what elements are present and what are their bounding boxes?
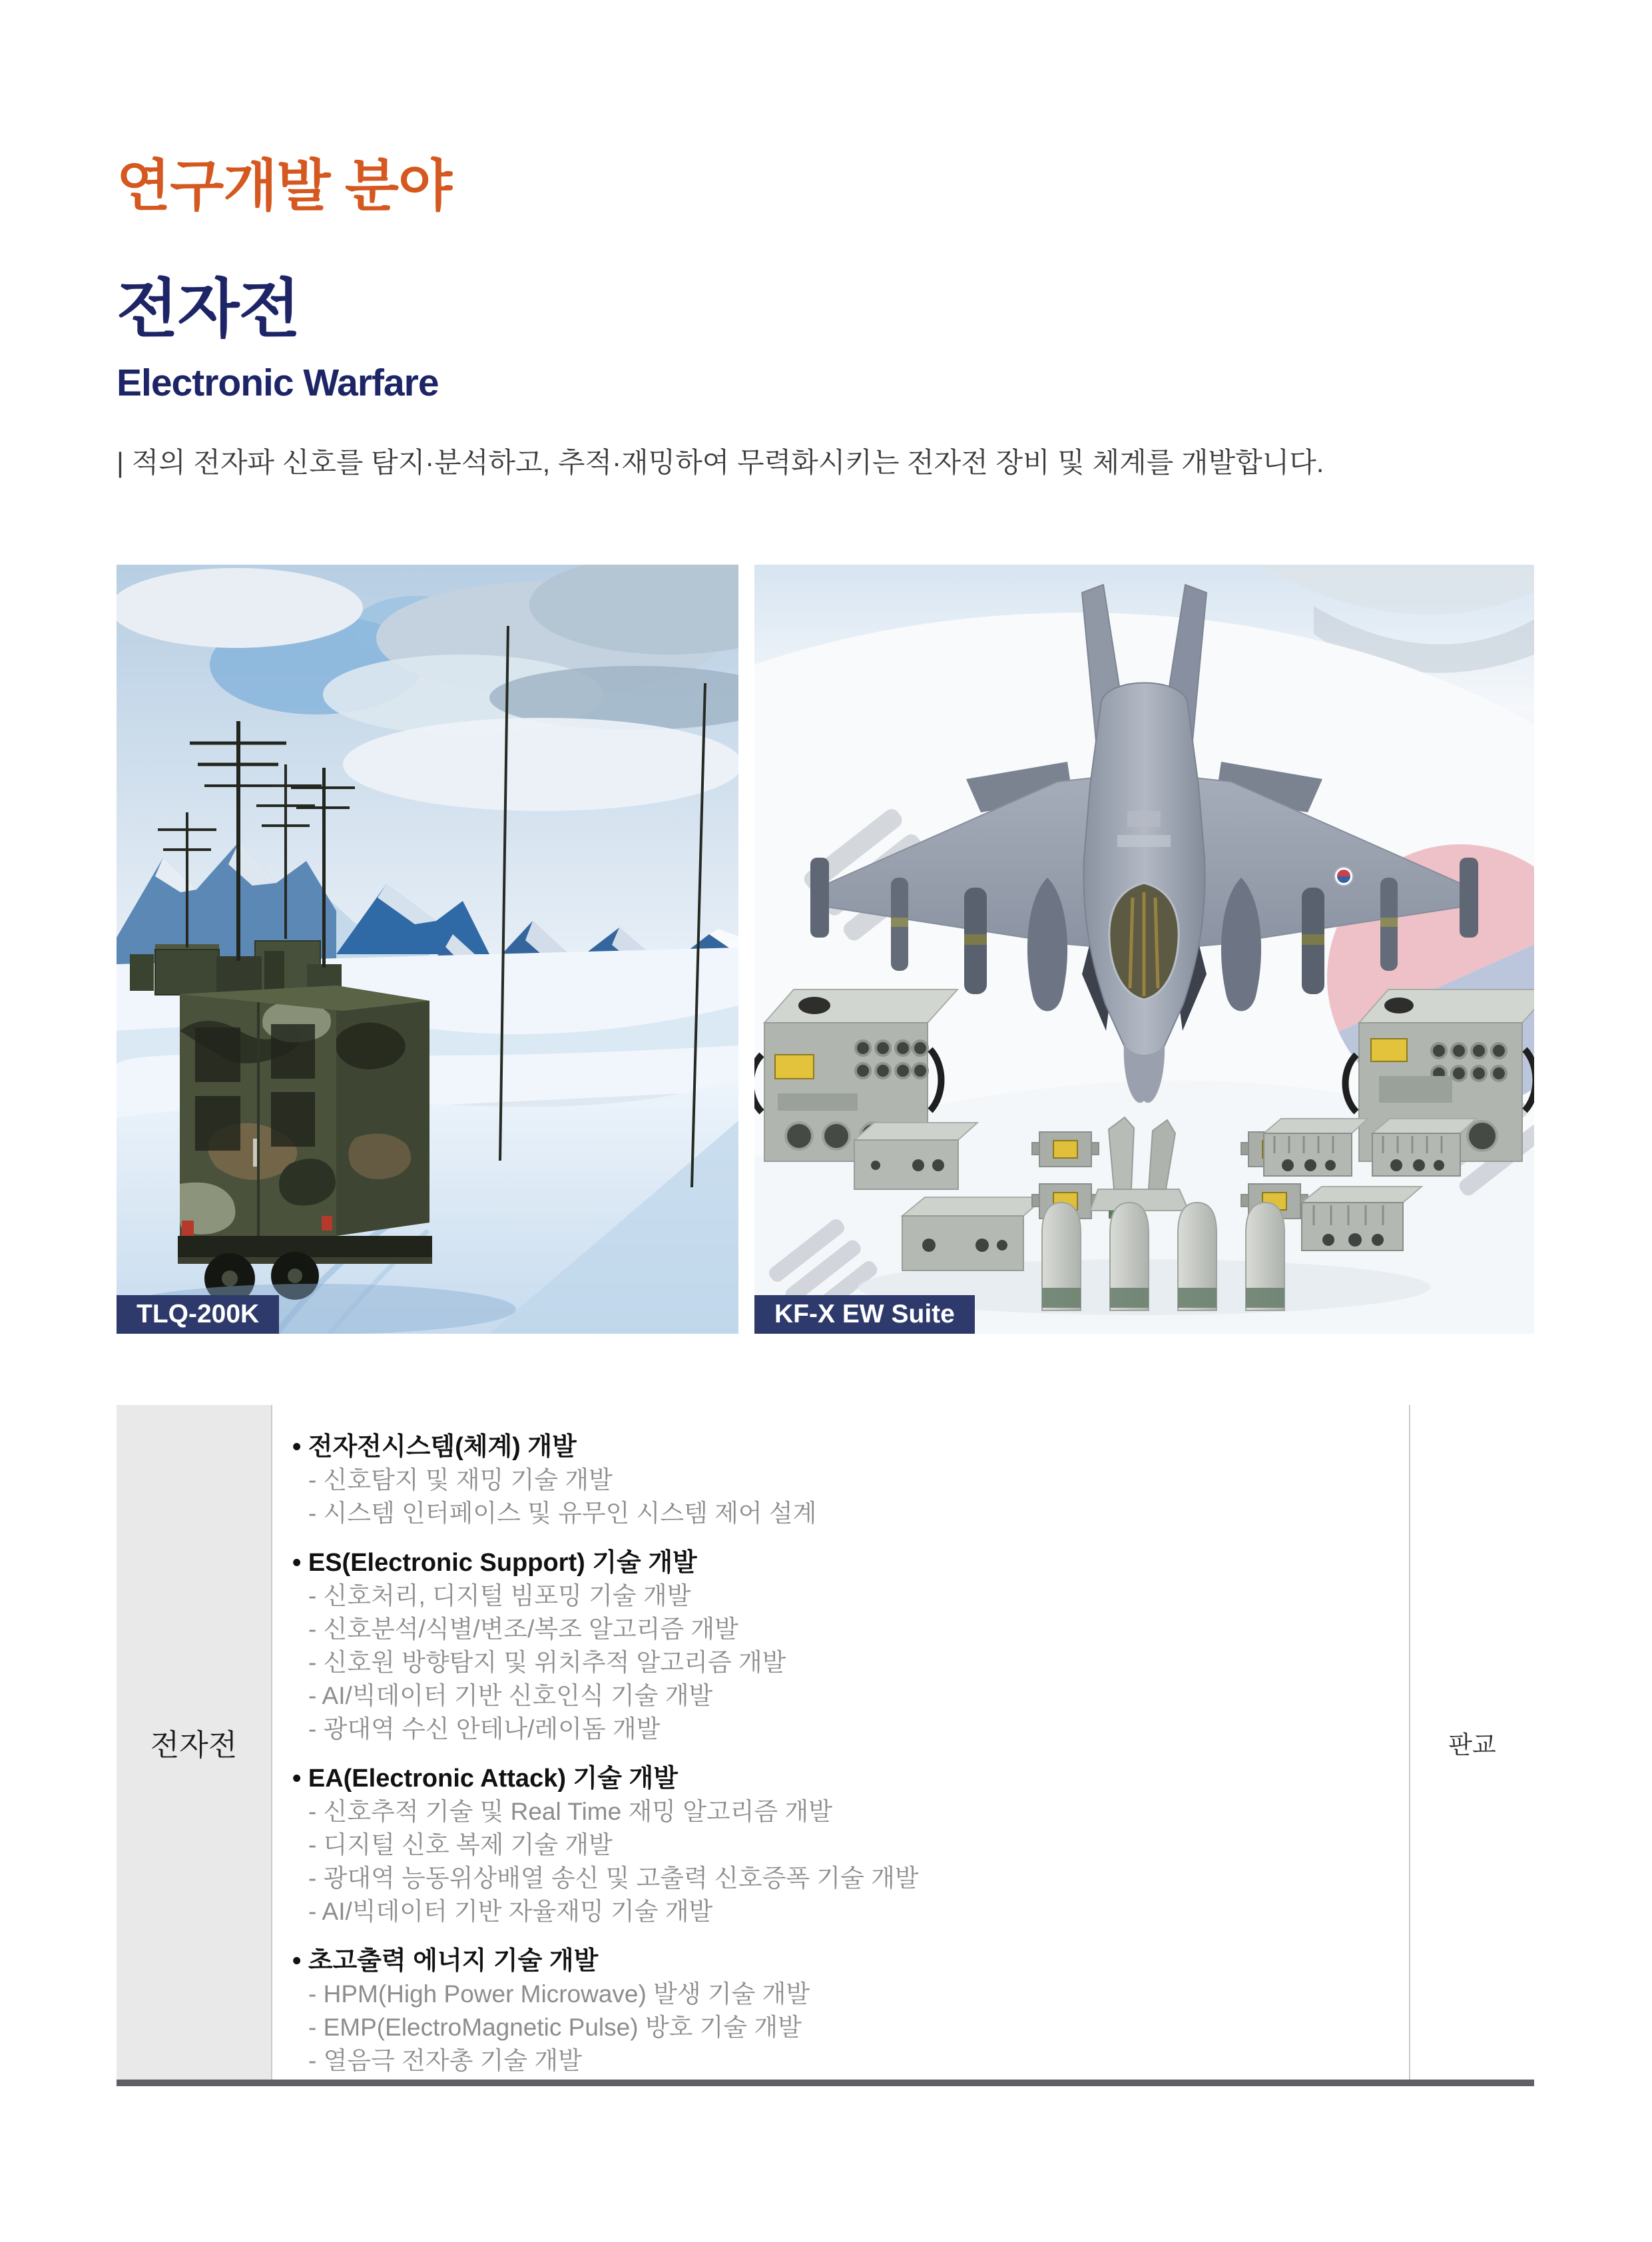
bullet-section-item: - 신호추적 기술 및 Real Time 재밍 알고리즘 개발 — [308, 1798, 832, 1826]
topic-title-english: Electronic Warfare — [117, 361, 439, 404]
tlq-200k-illustration — [117, 565, 738, 1334]
photo-kfx-ew-suite — [754, 565, 1534, 1334]
topic-title-korean: 전자전 — [117, 274, 300, 346]
bullet-section-title: • ES(Electronic Support) 기술 개발 — [292, 1549, 697, 1577]
photo-label-badge: TLQ-200K — [117, 1295, 279, 1334]
bullet-section-title: • EA(Electronic Attack) 기술 개발 — [292, 1765, 678, 1793]
bullet-section-item: - 신호탐지 및 재밍 기술 개발 — [308, 1466, 613, 1494]
photo-tlq-200k — [117, 565, 738, 1334]
table-row-header: 전자전 — [117, 1405, 272, 2080]
bullet-section-item: - 디지털 신호 복제 기술 개발 — [308, 1831, 613, 1859]
bullet-section-item: - AI/빅데이터 기반 신호인식 기술 개발 — [308, 1682, 713, 1710]
bullet-section-item: - 신호처리, 디지털 빔포밍 기술 개발 — [308, 1582, 691, 1610]
table-location: 판교 — [1409, 1405, 1534, 2080]
figure-row — [117, 565, 1535, 1334]
bullet-section-item: - 열음극 전자총 기술 개발 — [308, 2047, 582, 2075]
bullet-section-item: - 신호원 방향탐지 및 위치추적 알고리즘 개발 — [308, 1649, 786, 1677]
bullet-section — [292, 1762, 1409, 1928]
bullet-section-item: - AI/빅데이터 기반 자율재밍 기술 개발 — [308, 1898, 713, 1926]
bullet-section-title: • 초고출력 에너지 기술 개발 — [292, 1947, 599, 1976]
bullet-section — [292, 1944, 1409, 2078]
bullet-section-item: - 시스템 인터페이스 및 유무인 시스템 제어 설계 — [308, 1500, 817, 1528]
bullet-section-item: - HPM(High Power Microwave) 발생 기술 개발 — [308, 1980, 810, 2008]
page-title: 연구개발 분야 — [117, 154, 452, 217]
table-sections — [272, 1405, 1409, 2080]
bullet-section-title: • 전자전시스템(체계) 개발 — [292, 1433, 577, 1462]
bullet-section-item: - 광대역 능동위상배열 송신 및 고출력 신호증폭 기술 개발 — [308, 1864, 919, 1892]
topic-description: | 적의 전자파 신호를 탐지·분석하고, 추적·재밍하여 무력화시키는 전자전 장비 및 체계를 개발합니다. — [117, 446, 1324, 478]
bullet-section-item: - 신호분석/식별/변조/복조 알고리즘 개발 — [308, 1615, 738, 1643]
photo-label-badge: KF-X EW Suite — [754, 1295, 975, 1334]
bullet-section-item: - 광대역 수신 안테나/레이돔 개발 — [308, 1715, 661, 1743]
rd-field-table — [117, 1405, 1534, 2086]
bullet-section-item: - EMP(ElectroMagnetic Pulse) 방호 기술 개발 — [308, 2014, 802, 2042]
bullet-section — [292, 1546, 1409, 1746]
kfx-ew-suite-illustration — [754, 565, 1534, 1334]
page-content — [0, 156, 1652, 2086]
bullet-section — [292, 1430, 1409, 1530]
